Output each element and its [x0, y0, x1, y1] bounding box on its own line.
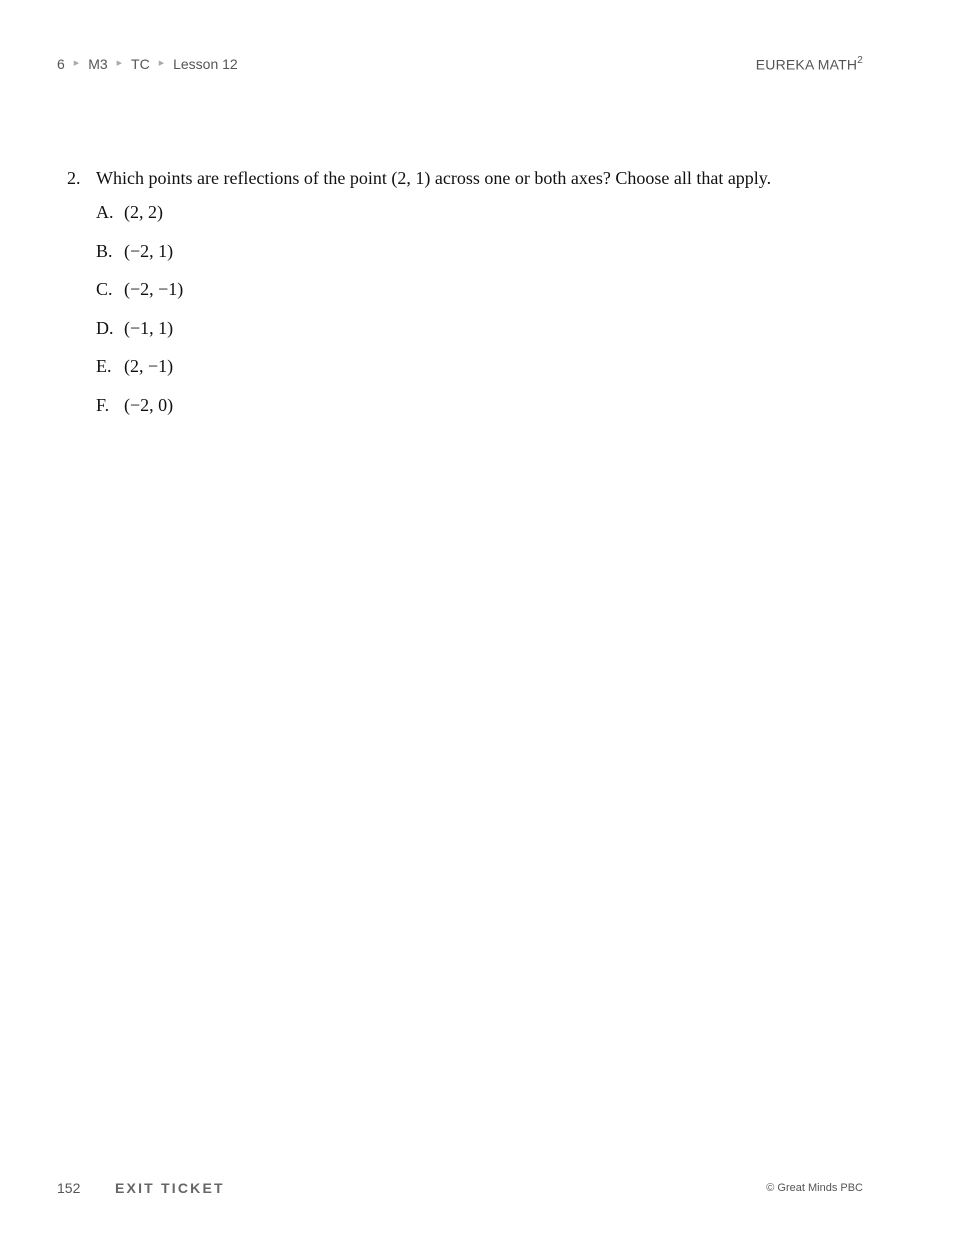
- option-letter: C.: [96, 279, 113, 299]
- breadcrumb-lesson: Lesson 12: [173, 56, 238, 72]
- brand-superscript: 2: [857, 55, 863, 66]
- question-number: 2.: [67, 168, 81, 188]
- answer-option-f: [96, 395, 887, 434]
- option-letter: D.: [96, 317, 114, 338]
- footer-label: EXIT TICKET: [115, 1180, 225, 1196]
- answer-option-a: [96, 202, 887, 241]
- option-text: (−2, 1): [124, 240, 174, 261]
- option-letter: F.: [96, 394, 110, 415]
- option-text: (2, 2): [124, 202, 163, 222]
- page-number: 152: [57, 1180, 81, 1196]
- page-footer: [57, 1180, 225, 1196]
- answer-options: [96, 202, 887, 433]
- question-block: [67, 168, 887, 433]
- breadcrumb: [57, 56, 238, 72]
- breadcrumb-separator-icon: ▶: [158, 60, 165, 67]
- option-text: (2, −1): [124, 356, 174, 376]
- breadcrumb-topic: TC: [131, 56, 150, 72]
- question-line: [67, 168, 887, 189]
- option-text: (−1, 1): [124, 317, 174, 338]
- option-text: (−2, −1): [124, 279, 184, 299]
- brand-logo: [756, 56, 863, 73]
- breadcrumb-grade: 6: [57, 56, 65, 72]
- breadcrumb-separator-icon: ▶: [116, 60, 123, 67]
- answer-option-d: [96, 318, 887, 357]
- brand-name: EUREKA MATH: [755, 56, 858, 73]
- breadcrumb-module: M3: [88, 56, 108, 72]
- option-letter: B.: [96, 240, 113, 261]
- breadcrumb-separator-icon: ▶: [73, 60, 80, 67]
- answer-option-c: [96, 279, 887, 318]
- question-prompt: Which points are reflections of the point (2, 1) across one or both axes? Choose all that apply.: [96, 168, 772, 188]
- answer-option-e: [96, 356, 887, 395]
- copyright-notice: © Great Minds PBC: [766, 1182, 863, 1194]
- answer-option-b: [96, 241, 887, 280]
- option-letter: A.: [96, 202, 114, 222]
- option-text: (−2, 0): [124, 394, 174, 415]
- option-letter: E.: [96, 356, 112, 376]
